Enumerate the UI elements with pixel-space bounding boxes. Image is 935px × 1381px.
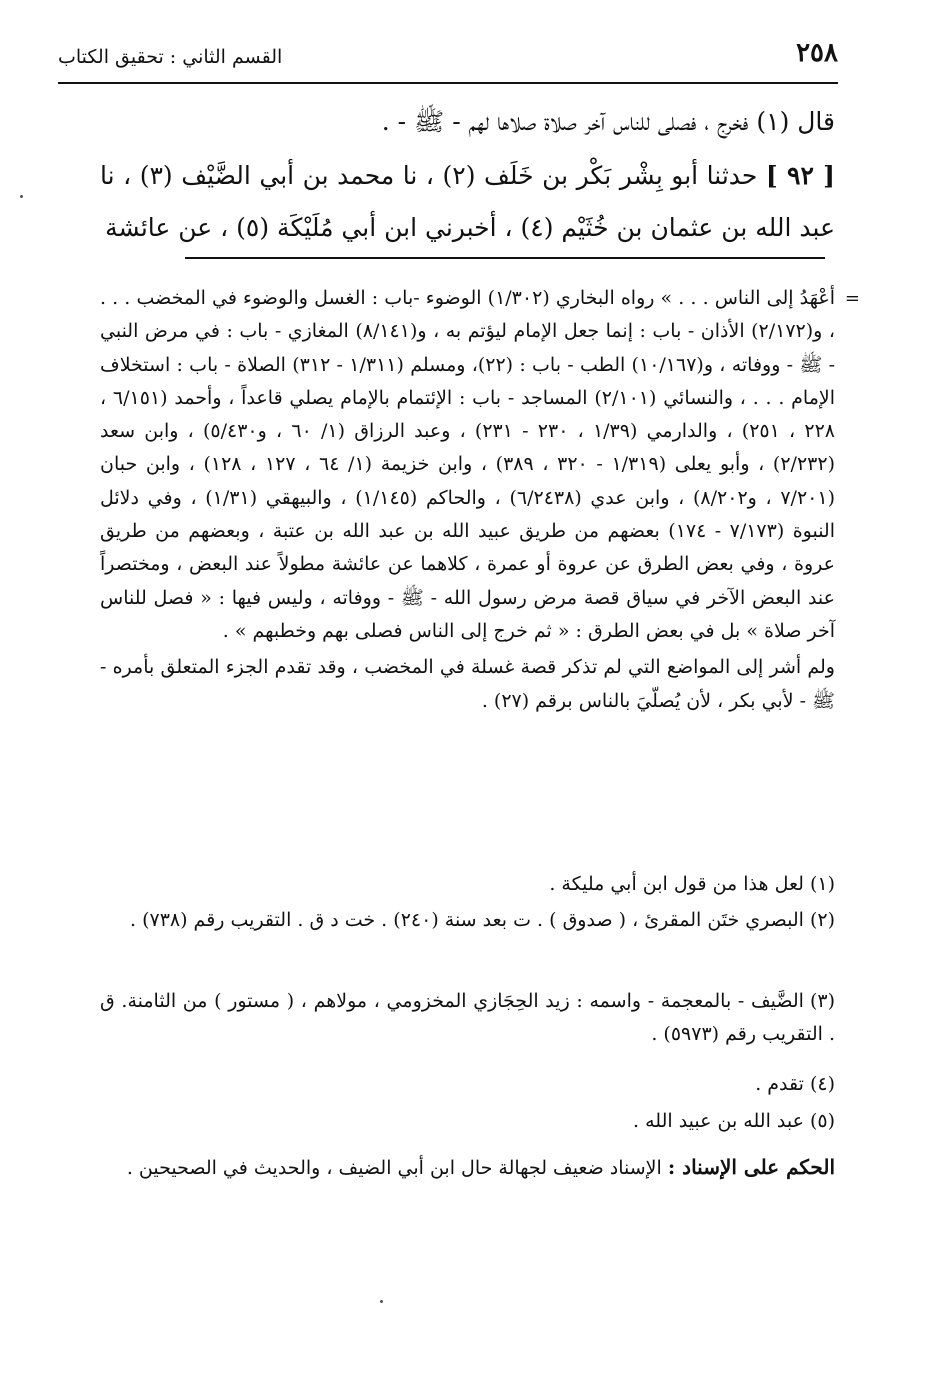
continuation-text-2: ولم أشر إلى المواضع التي لم تذكر قصة غسلة في المخضب ، وقد تقدم الجزء المتعلق بأمره - ﷺ - لأبي بكر ، لأن يُصلّيَ بالناس برقم (٢٧) . (100, 656, 835, 712)
isnad-verdict (100, 1150, 835, 1186)
footnote-separator (185, 257, 825, 259)
footnote-2 (100, 904, 835, 937)
footnote-text: تقدم . (755, 1073, 804, 1095)
footnote-number: (٤) (809, 1073, 835, 1095)
footnote-1 (100, 868, 835, 901)
footnote-number: (٣) (809, 990, 835, 1012)
verdict-text: الإسناد ضعيف لجهالة حال ابن أبي الضيف ، والحديث في الصحيحين . (126, 1157, 662, 1179)
footnote-5 (100, 1105, 835, 1138)
footnote-text: عبد الله بن عبيد الله . (633, 1110, 804, 1132)
page-number: ٢٥٨ (796, 38, 838, 68)
main-paragraph-1: قال (١) فخرج ، فصلى للناس آخر صلاة صلاها لهم - ﷺ - . (381, 107, 835, 136)
verdict-label: الحكم على الإسناد : (667, 1155, 835, 1179)
scan-speck (380, 1300, 383, 1303)
footnote-number: (٢) (809, 909, 835, 931)
scan-speck (20, 195, 23, 198)
running-title: القسم الثاني : تحقيق الكتاب (58, 46, 283, 68)
footnote-3 (100, 985, 835, 1051)
header-rule (58, 82, 838, 84)
footnote-4 (100, 1068, 835, 1101)
hadith-chain: حدثنا أبو بِشْر بَكْر بن خَلَف (٢) ، نا محمد بن أبي الضَّيْف (٣) ، نا عبد الله بن عثمان بن خُثَيْم (٤) ، أخبرني ابن أبي مُلَيْكَة (٥) ، عن عائشة (100, 161, 835, 242)
footnote-text: الضَّيف - بالمعجمة - واسمه : زيد الحِجَازي المخزومي ، مولاهم ، ( مستور ) من الثامنة. ق . التقريب رقم (٥٩٧٣) . (100, 990, 835, 1045)
footnote-text: البصري ختَن المقرئ ، ( صدوق ) . ت بعد سنة (٢٤٠) . خت د ق . التقريب رقم (٧٣٨) . (129, 909, 804, 931)
footnote-continuation (100, 282, 860, 721)
main-paragraph-2 (100, 150, 835, 254)
continuation-marker: = (844, 288, 860, 309)
hadith-number: [ ٩٢ ] (765, 161, 835, 190)
continuation-text: أعْهَدُ إلى الناس . . . » رواه البخاري (١/٣٠٢) الوضوء -باب : الغسل والوضوء في المخضب . . . ، و(٢/١٧٢) الأذان - باب : إنما جعل الإمام ليؤتم به ، و(٨/١٤١) المغازي - باب : في مرض النبي - ﷺ - ووفاته ، و(١٠/١٦٧) الطب - باب : (٢٢)، ومسلم (١/٣١١ - ٣١٢) الصلاة - باب : استخلاف الإمام . . . ، والنسائي (٢/١٠١) المساجد - باب : الإئتمام بالإمام يصلي قاعداً ، وأحمد (٦/١٥١ ، ٢٢٨ ، ٢٥١) ، والدارمي (١/٣٩ ، ٢٣٠ - ٢٣١) ، وعبد الرزاق (١/ ٦٠ ، و٥/٤٣٠) ، وابن سعد (٢/٢٣٢) ، وأبو يعلى (١/٣١٩ - ٣٢٠ ، ٣٨٩) ، وابن خزيمة (١/ ٦٤ ، ١٢٧ ، ١٢٨) ، وابن حبان (٧/٢٠١ ، و٨/٢٠٢) ، وابن عدي (٦/٢٤٣٨) ، والحاكم (١/١٤٥) ، والبيهقي (١/٣١) ، وفي دلائل النبوة (٧/١٧٣ - ١٧٤) بعضهم من طريق عبيد الله بن عبد الله بن عتبة ، وبعضهم من طريق عروة ، وفي بعض الطرق عن عروة أو عمرة ، كلاهما عن عائشة مطولاً عند البعض ، ومختصراً عند البعض الآخر في سياق قصة مرض رسول الله - ﷺ - ووفاته ، وليس فيها : « فصل للناس آخر صلاة » بل في بعض الطرق : « ثم خرج إلى الناس فصلى بهم وخطبهم » . (100, 287, 836, 642)
main-text-paragraph-1 (100, 96, 835, 148)
footnote-text: لعل هذا من قول ابن أبي مليكة . (549, 873, 804, 895)
page-header (58, 38, 838, 78)
main-text-paragraph-2 (100, 150, 835, 254)
footnote-number: (١) (809, 873, 835, 895)
footnote-number: (٥) (809, 1110, 835, 1132)
